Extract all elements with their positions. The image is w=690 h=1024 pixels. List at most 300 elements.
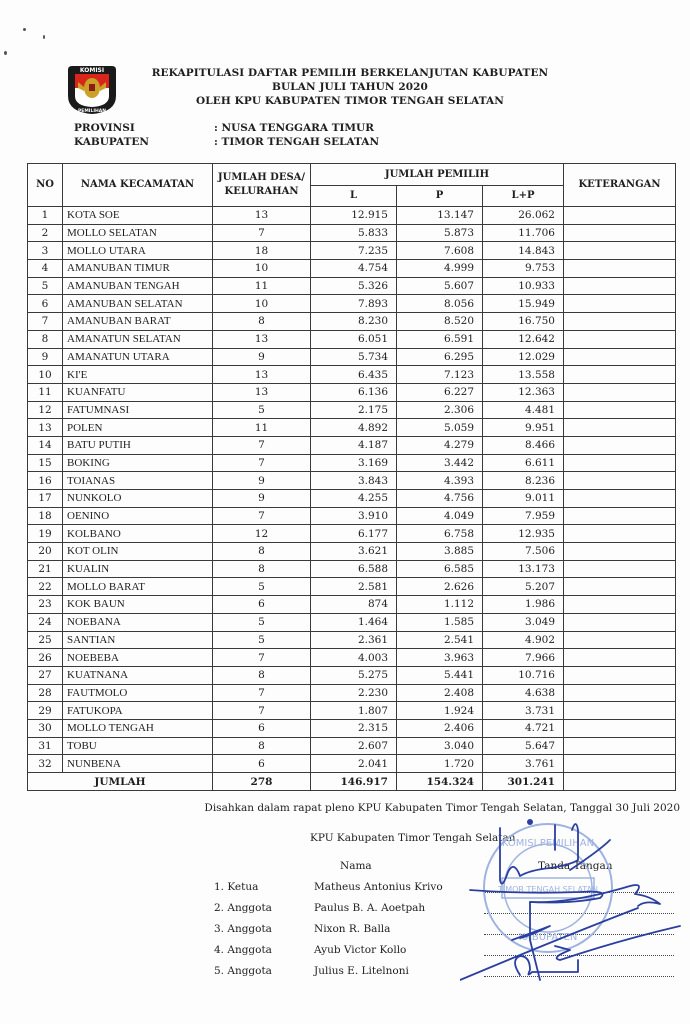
total-row — [28, 773, 676, 791]
row-no: 29 — [28, 702, 63, 720]
row-l: 6.136 — [311, 383, 397, 401]
row-l: 5.833 — [311, 224, 397, 242]
row-keterangan — [564, 242, 676, 260]
row-nama-kecamatan: AMANUBAN TIMUR — [63, 260, 213, 278]
row-p: 1.924 — [397, 702, 483, 720]
row-lp: 11.706 — [483, 224, 564, 242]
total-p: 154.324 — [397, 773, 483, 791]
row-no: 25 — [28, 631, 63, 649]
row-p: 7.123 — [397, 366, 483, 384]
row-no: 18 — [28, 507, 63, 525]
header-jumlah-desa — [213, 164, 311, 207]
row-keterangan — [564, 454, 676, 472]
row-keterangan — [564, 419, 676, 437]
row-keterangan — [564, 613, 676, 631]
row-keterangan — [564, 649, 676, 667]
row-jumlah-desa: 10 — [213, 295, 311, 313]
row-l: 5.326 — [311, 277, 397, 295]
row-l: 2.175 — [311, 401, 397, 419]
row-keterangan — [564, 666, 676, 684]
row-no: 3 — [28, 242, 63, 260]
row-keterangan — [564, 260, 676, 278]
row-lp: 12.363 — [483, 383, 564, 401]
row-nama-kecamatan: POLEN — [63, 419, 213, 437]
header-jumlah-pemilih: JUMLAH PEMILIH — [311, 164, 564, 186]
row-no: 9 — [28, 348, 63, 366]
row-no: 27 — [28, 666, 63, 684]
member-name: Paulus B. A. Aoetpah — [314, 902, 426, 914]
table-row — [28, 737, 676, 755]
table-row — [28, 507, 676, 525]
row-nama-kecamatan: SANTIAN — [63, 631, 213, 649]
row-nama-kecamatan: NOEBEBA — [63, 649, 213, 667]
row-p: 5.607 — [397, 277, 483, 295]
row-p: 1.585 — [397, 613, 483, 631]
row-nama-kecamatan: KOTA SOE — [63, 207, 213, 225]
table-row — [28, 242, 676, 260]
row-p: 4.999 — [397, 260, 483, 278]
row-keterangan — [564, 543, 676, 561]
row-no: 12 — [28, 401, 63, 419]
member-name: Ayub Victor Kollo — [314, 944, 407, 956]
table-row — [28, 719, 676, 737]
table-row — [28, 277, 676, 295]
row-l: 874 — [311, 596, 397, 614]
row-keterangan — [564, 313, 676, 331]
row-jumlah-desa: 7 — [213, 507, 311, 525]
row-keterangan — [564, 525, 676, 543]
row-keterangan — [564, 330, 676, 348]
row-l: 2.315 — [311, 719, 397, 737]
row-p: 3.963 — [397, 649, 483, 667]
row-nama-kecamatan: BATU PUTIH — [63, 436, 213, 454]
row-no: 16 — [28, 472, 63, 490]
member-role: 1. Ketua — [214, 881, 259, 893]
row-p: 2.626 — [397, 578, 483, 596]
row-p: 6.585 — [397, 560, 483, 578]
row-no: 22 — [28, 578, 63, 596]
header-l: L — [311, 186, 397, 207]
row-nama-kecamatan: AMANATUN SELATAN — [63, 330, 213, 348]
row-lp: 15.949 — [483, 295, 564, 313]
table-row — [28, 330, 676, 348]
row-keterangan — [564, 755, 676, 773]
row-keterangan — [564, 295, 676, 313]
row-nama-kecamatan: FAUTMOLO — [63, 684, 213, 702]
table-row — [28, 684, 676, 702]
row-keterangan — [564, 490, 676, 508]
table-row — [28, 490, 676, 508]
row-lp: 12.935 — [483, 525, 564, 543]
row-l: 2.581 — [311, 578, 397, 596]
row-l: 7.235 — [311, 242, 397, 260]
member-name: Nixon R. Balla — [314, 923, 391, 935]
row-jumlah-desa: 7 — [213, 649, 311, 667]
row-nama-kecamatan: MOLLO SELATAN — [63, 224, 213, 242]
row-lp: 8.466 — [483, 436, 564, 454]
row-no: 24 — [28, 613, 63, 631]
row-jumlah-desa: 5 — [213, 631, 311, 649]
row-p: 1.112 — [397, 596, 483, 614]
row-lp: 13.558 — [483, 366, 564, 384]
row-jumlah-desa: 8 — [213, 313, 311, 331]
row-l: 2.230 — [311, 684, 397, 702]
row-l: 12.915 — [311, 207, 397, 225]
table-row — [28, 543, 676, 561]
row-no: 11 — [28, 383, 63, 401]
row-p: 2.408 — [397, 684, 483, 702]
signature-line — [484, 976, 674, 977]
row-no: 28 — [28, 684, 63, 702]
row-jumlah-desa: 12 — [213, 525, 311, 543]
approval-statement: Disahkan dalam rapat pleno KPU Kabupaten Timor Tengah Selatan, Tanggal 30 Juli 2020 — [204, 802, 680, 814]
row-lp: 4.638 — [483, 684, 564, 702]
row-lp: 8.236 — [483, 472, 564, 490]
signature-line — [484, 934, 674, 935]
row-p: 5.873 — [397, 224, 483, 242]
total-label: JUMLAH — [28, 773, 213, 791]
member-name: Julius E. Litelnoni — [314, 965, 409, 977]
row-keterangan — [564, 507, 676, 525]
row-jumlah-desa: 7 — [213, 436, 311, 454]
row-keterangan — [564, 684, 676, 702]
column-name-label: Nama — [340, 860, 372, 872]
row-p: 1.720 — [397, 755, 483, 773]
row-jumlah-desa: 8 — [213, 543, 311, 561]
row-p: 6.591 — [397, 330, 483, 348]
row-jumlah-desa: 13 — [213, 330, 311, 348]
table-row — [28, 613, 676, 631]
row-nama-kecamatan: KOK BAUN — [63, 596, 213, 614]
row-nama-kecamatan: NUNKOLO — [63, 490, 213, 508]
row-nama-kecamatan: KUATNANA — [63, 666, 213, 684]
row-lp: 4.481 — [483, 401, 564, 419]
signature-line — [484, 913, 674, 914]
row-l: 1.464 — [311, 613, 397, 631]
row-lp: 26.062 — [483, 207, 564, 225]
row-keterangan — [564, 702, 676, 720]
row-keterangan — [564, 737, 676, 755]
member-role: 2. Anggota — [214, 902, 272, 914]
row-nama-kecamatan: NUNBENA — [63, 755, 213, 773]
row-l: 2.361 — [311, 631, 397, 649]
row-l: 2.607 — [311, 737, 397, 755]
row-l: 6.177 — [311, 525, 397, 543]
row-nama-kecamatan: AMANUBAN BARAT — [63, 313, 213, 331]
row-jumlah-desa: 10 — [213, 260, 311, 278]
table-row — [28, 260, 676, 278]
row-lp: 10.716 — [483, 666, 564, 684]
table-body — [28, 207, 676, 773]
row-no: 31 — [28, 737, 63, 755]
row-lp: 3.761 — [483, 755, 564, 773]
row-nama-kecamatan: MOLLO TENGAH — [63, 719, 213, 737]
row-jumlah-desa: 7 — [213, 224, 311, 242]
member-row — [214, 944, 674, 960]
row-keterangan — [564, 436, 676, 454]
row-p: 3.885 — [397, 543, 483, 561]
signature-line — [484, 892, 674, 893]
row-no: 30 — [28, 719, 63, 737]
row-jumlah-desa: 5 — [213, 613, 311, 631]
row-no: 19 — [28, 525, 63, 543]
table-row — [28, 436, 676, 454]
row-jumlah-desa: 9 — [213, 472, 311, 490]
row-no: 32 — [28, 755, 63, 773]
row-l: 6.051 — [311, 330, 397, 348]
table-row — [28, 366, 676, 384]
row-nama-kecamatan: AMANUBAN TENGAH — [63, 277, 213, 295]
kpu-garuda-logo-icon — [64, 60, 120, 116]
row-no: 2 — [28, 224, 63, 242]
row-p: 5.059 — [397, 419, 483, 437]
row-keterangan — [564, 366, 676, 384]
table-row — [28, 454, 676, 472]
row-keterangan — [564, 596, 676, 614]
member-row — [214, 923, 674, 939]
svg-text:PEMILIHAN: PEMILIHAN — [77, 109, 107, 114]
row-p: 3.442 — [397, 454, 483, 472]
table-row — [28, 578, 676, 596]
row-lp: 5.647 — [483, 737, 564, 755]
document-title — [120, 66, 580, 108]
row-no: 21 — [28, 560, 63, 578]
row-jumlah-desa: 9 — [213, 348, 311, 366]
row-p: 6.758 — [397, 525, 483, 543]
header-keterangan: KETERANGAN — [564, 164, 676, 207]
table-row — [28, 419, 676, 437]
row-lp: 7.506 — [483, 543, 564, 561]
row-nama-kecamatan: KUALIN — [63, 560, 213, 578]
row-no: 10 — [28, 366, 63, 384]
row-nama-kecamatan: AMANATUN UTARA — [63, 348, 213, 366]
scan-speck — [4, 51, 7, 55]
row-p: 4.279 — [397, 436, 483, 454]
row-jumlah-desa: 11 — [213, 277, 311, 295]
table-row — [28, 702, 676, 720]
svg-text:KABUPATEN: KABUPATEN — [518, 932, 578, 943]
row-jumlah-desa: 5 — [213, 401, 311, 419]
table-row — [28, 525, 676, 543]
row-lp: 12.029 — [483, 348, 564, 366]
row-p: 7.608 — [397, 242, 483, 260]
row-jumlah-desa: 6 — [213, 596, 311, 614]
row-jumlah-desa: 8 — [213, 737, 311, 755]
table-row — [28, 348, 676, 366]
header-jumlah-desa-line2: KELURAHAN — [224, 186, 299, 197]
row-keterangan — [564, 472, 676, 490]
table-row — [28, 383, 676, 401]
row-lp: 7.959 — [483, 507, 564, 525]
row-nama-kecamatan: FATUMNASI — [63, 401, 213, 419]
row-no: 4 — [28, 260, 63, 278]
row-nama-kecamatan: KUANFATU — [63, 383, 213, 401]
table-row — [28, 560, 676, 578]
row-nama-kecamatan: OENINO — [63, 507, 213, 525]
table-row — [28, 666, 676, 684]
header-nama-kecamatan: NAMA KECAMATAN — [63, 164, 213, 207]
row-l: 6.435 — [311, 366, 397, 384]
row-lp: 9.951 — [483, 419, 564, 437]
row-nama-kecamatan: NOEBANA — [63, 613, 213, 631]
row-no: 23 — [28, 596, 63, 614]
row-nama-kecamatan: KOT OLIN — [63, 543, 213, 561]
row-no: 15 — [28, 454, 63, 472]
row-nama-kecamatan: MOLLO UTARA — [63, 242, 213, 260]
row-p: 2.541 — [397, 631, 483, 649]
row-keterangan — [564, 207, 676, 225]
row-keterangan — [564, 348, 676, 366]
row-l: 5.734 — [311, 348, 397, 366]
table-row — [28, 224, 676, 242]
row-lp: 13.173 — [483, 560, 564, 578]
organization-name: KPU Kabupaten Timor Tengah Selatan — [310, 832, 516, 844]
row-l: 1.807 — [311, 702, 397, 720]
row-no: 7 — [28, 313, 63, 331]
member-role: 5. Anggota — [214, 965, 272, 977]
row-keterangan — [564, 277, 676, 295]
column-signature-label: Tanda Tangan — [538, 860, 613, 872]
row-p: 2.306 — [397, 401, 483, 419]
total-l: 146.917 — [311, 773, 397, 791]
row-keterangan — [564, 719, 676, 737]
header-p: P — [397, 186, 483, 207]
table-row — [28, 631, 676, 649]
member-role: 3. Anggota — [214, 923, 272, 935]
row-lp: 9.753 — [483, 260, 564, 278]
row-keterangan — [564, 560, 676, 578]
kabupaten-value: : TIMOR TENGAH SELATAN — [214, 136, 380, 148]
member-row — [214, 881, 674, 897]
row-l: 3.169 — [311, 454, 397, 472]
row-keterangan — [564, 631, 676, 649]
row-no: 5 — [28, 277, 63, 295]
row-p: 3.040 — [397, 737, 483, 755]
row-jumlah-desa: 8 — [213, 560, 311, 578]
row-keterangan — [564, 383, 676, 401]
row-nama-kecamatan: FATUKOPA — [63, 702, 213, 720]
row-no: 20 — [28, 543, 63, 561]
row-jumlah-desa: 13 — [213, 366, 311, 384]
row-jumlah-desa: 7 — [213, 454, 311, 472]
svg-text:TIMOR TENGAH SELATAN: TIMOR TENGAH SELATAN — [497, 885, 599, 894]
row-lp: 3.731 — [483, 702, 564, 720]
row-p: 6.295 — [397, 348, 483, 366]
row-no: 26 — [28, 649, 63, 667]
row-p: 6.227 — [397, 383, 483, 401]
row-l: 3.621 — [311, 543, 397, 561]
header-no: NO — [28, 164, 63, 207]
provinsi-label: PROVINSI — [74, 122, 135, 134]
voter-recap-table — [27, 163, 676, 791]
provinsi-value: : NUSA TENGGARA TIMUR — [214, 122, 374, 134]
signature-line — [484, 955, 674, 956]
row-keterangan — [564, 578, 676, 596]
row-lp: 16.750 — [483, 313, 564, 331]
row-jumlah-desa: 11 — [213, 419, 311, 437]
row-no: 6 — [28, 295, 63, 313]
kabupaten-label: KABUPATEN — [74, 136, 149, 148]
row-keterangan — [564, 224, 676, 242]
row-nama-kecamatan: TOIANAS — [63, 472, 213, 490]
table-row — [28, 313, 676, 331]
total-desa: 278 — [213, 773, 311, 791]
row-p: 4.756 — [397, 490, 483, 508]
row-lp: 7.966 — [483, 649, 564, 667]
row-jumlah-desa: 13 — [213, 207, 311, 225]
row-jumlah-desa: 5 — [213, 578, 311, 596]
row-lp: 4.902 — [483, 631, 564, 649]
member-name: Matheus Antonius Krivo — [314, 881, 443, 893]
member-row — [214, 902, 674, 918]
row-lp: 5.207 — [483, 578, 564, 596]
table-row — [28, 472, 676, 490]
row-lp: 6.611 — [483, 454, 564, 472]
row-jumlah-desa: 6 — [213, 755, 311, 773]
row-nama-kecamatan: MOLLO BARAT — [63, 578, 213, 596]
title-line-3: OLEH KPU KABUPATEN TIMOR TENGAH SELATAN — [196, 95, 504, 107]
row-nama-kecamatan: KI'E — [63, 366, 213, 384]
row-lp: 1.986 — [483, 596, 564, 614]
row-p: 8.056 — [397, 295, 483, 313]
member-row — [214, 965, 674, 981]
row-jumlah-desa: 7 — [213, 684, 311, 702]
member-role: 4. Anggota — [214, 944, 272, 956]
row-jumlah-desa: 6 — [213, 719, 311, 737]
row-no: 13 — [28, 419, 63, 437]
row-p: 8.520 — [397, 313, 483, 331]
row-jumlah-desa: 7 — [213, 702, 311, 720]
row-l: 4.003 — [311, 649, 397, 667]
row-p: 4.049 — [397, 507, 483, 525]
table-row — [28, 649, 676, 667]
table-row — [28, 401, 676, 419]
row-jumlah-desa: 18 — [213, 242, 311, 260]
row-no: 1 — [28, 207, 63, 225]
row-no: 14 — [28, 436, 63, 454]
row-l: 6.588 — [311, 560, 397, 578]
row-jumlah-desa: 13 — [213, 383, 311, 401]
row-keterangan — [564, 401, 676, 419]
row-nama-kecamatan: AMANUBAN SELATAN — [63, 295, 213, 313]
row-lp: 4.721 — [483, 719, 564, 737]
table-row — [28, 207, 676, 225]
scan-speck — [43, 35, 45, 39]
row-p: 5.441 — [397, 666, 483, 684]
row-lp: 3.049 — [483, 613, 564, 631]
table-row — [28, 596, 676, 614]
title-line-2: BULAN JULI TAHUN 2020 — [272, 81, 428, 93]
row-l: 5.275 — [311, 666, 397, 684]
svg-text:KOMISI PEMILIHAN: KOMISI PEMILIHAN — [501, 838, 595, 849]
table-row — [28, 755, 676, 773]
row-l: 3.843 — [311, 472, 397, 490]
svg-text:KOMISI: KOMISI — [79, 67, 105, 74]
row-no: 17 — [28, 490, 63, 508]
row-l: 4.892 — [311, 419, 397, 437]
row-no: 8 — [28, 330, 63, 348]
row-l: 7.893 — [311, 295, 397, 313]
row-lp: 12.642 — [483, 330, 564, 348]
row-nama-kecamatan: TOBU — [63, 737, 213, 755]
row-jumlah-desa: 8 — [213, 666, 311, 684]
scan-speck — [23, 28, 26, 31]
row-p: 4.393 — [397, 472, 483, 490]
row-jumlah-desa: 9 — [213, 490, 311, 508]
total-lp: 301.241 — [483, 773, 564, 791]
row-lp: 10.933 — [483, 277, 564, 295]
row-lp: 9.011 — [483, 490, 564, 508]
